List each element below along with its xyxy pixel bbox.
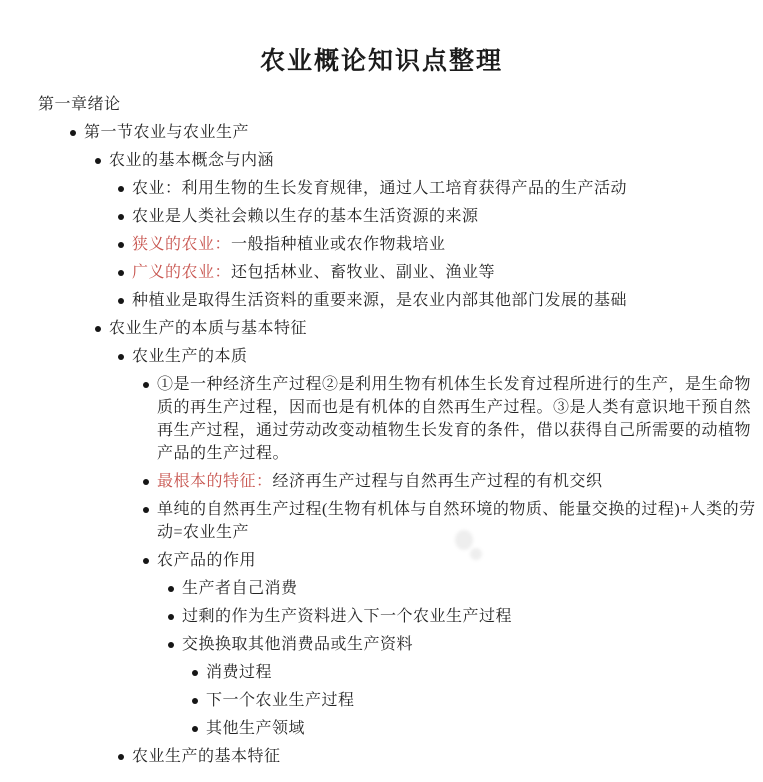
outline-text-highlight: 广义的农业： — [132, 264, 232, 281]
outline-text: 还包括林业、畜牧业、副业、渔业等 — [231, 264, 496, 281]
outline-item — [0, 717, 763, 740]
outline-list — [0, 93, 763, 768]
outline-item — [0, 345, 763, 368]
outline-item — [0, 373, 763, 465]
scan-smudge — [470, 548, 482, 560]
bullet-icon — [143, 507, 149, 513]
bullet-icon — [143, 479, 149, 485]
bullet-icon — [95, 326, 101, 332]
outline-item — [0, 121, 763, 144]
outline-text-highlight: 最根本的特征： — [157, 473, 273, 490]
outline-text: 第一章绪论 — [38, 96, 121, 113]
outline-text: 交换换取其他消费品或生产资料 — [182, 636, 414, 653]
outline-text: 农产品的作用 — [157, 552, 257, 569]
outline-text: 农业：利用生物的生长发育规律，通过人工培育获得产品的生产活动 — [132, 180, 628, 197]
outline-text: 农业生产的本质与基本特征 — [109, 320, 308, 337]
outline-item — [0, 689, 763, 712]
outline-text-highlight: 狭义的农业： — [132, 236, 232, 253]
outline-text: 下一个农业生产过程 — [206, 692, 355, 709]
outline-item — [0, 745, 763, 768]
bullet-icon — [192, 726, 198, 732]
outline-item — [0, 661, 763, 684]
outline-item — [0, 470, 763, 493]
outline-text: 过剩的作为生产资料进入下一个农业生产过程 — [182, 608, 513, 625]
outline-item — [0, 633, 763, 656]
bullet-icon — [143, 558, 149, 564]
outline-text: 单纯的自然再生产过程(生物有机体与自然环境的物质、能量交换的过程)+人类的劳动=农业生产 — [157, 501, 756, 541]
outline-item — [0, 205, 763, 228]
outline-item — [0, 317, 763, 340]
bullet-icon — [168, 586, 174, 592]
bullet-icon — [118, 298, 124, 304]
outline-item — [0, 498, 763, 544]
outline-text: 农业的基本概念与内涵 — [109, 152, 275, 169]
outline-item — [0, 233, 763, 256]
bullet-icon — [118, 270, 124, 276]
outline-item — [0, 289, 763, 312]
page-title: 农业概论知识点整理 — [259, 48, 503, 75]
bullet-icon — [192, 698, 198, 704]
bullet-icon — [168, 614, 174, 620]
outline-item — [0, 605, 763, 628]
outline-item — [0, 549, 763, 572]
outline-text: 第一节农业与农业生产 — [84, 124, 250, 141]
outline-item — [0, 149, 763, 172]
outline-text: ①是一种经济生产过程②是利用生物有机体生长发育过程所进行的生产，是生命物质的再生产过程，因而也是有机体的自然再生产过程。③是人类有意识地干预自然再生产过程，通过劳动改变动植物生长发育的条件，借以获得自己所需要的动植物产品的生产过程。 — [157, 376, 752, 462]
bullet-icon — [168, 642, 174, 648]
bullet-icon — [70, 130, 76, 136]
bullet-icon — [118, 186, 124, 192]
bullet-icon — [118, 242, 124, 248]
outline-text: 其他生产领域 — [206, 720, 306, 737]
bullet-icon — [143, 382, 149, 388]
bullet-icon — [118, 354, 124, 360]
outline-text: 生产者自己消费 — [182, 580, 298, 597]
outline-text: 农业是人类社会赖以生存的基本生活资源的来源 — [132, 208, 479, 225]
bullet-icon — [95, 158, 101, 164]
bullet-icon — [118, 214, 124, 220]
outline-text: 种植业是取得生活资料的重要来源，是农业内部其他部门发展的基础 — [132, 292, 628, 309]
outline-text: 消费过程 — [206, 664, 273, 681]
outline-item — [0, 577, 763, 600]
outline-text: 经济再生产过程与自然再生产过程的有机交织 — [272, 473, 603, 490]
bullet-icon — [192, 670, 198, 676]
outline-text: 一般指种植业或农作物栽培业 — [231, 236, 446, 253]
outline-item — [0, 93, 761, 116]
outline-text: 农业生产的基本特征 — [132, 748, 281, 765]
outline-item — [0, 261, 763, 284]
outline-item — [0, 177, 763, 200]
scan-smudge — [455, 530, 473, 550]
bullet-icon — [118, 754, 124, 760]
outline-text: 农业生产的本质 — [132, 348, 248, 365]
